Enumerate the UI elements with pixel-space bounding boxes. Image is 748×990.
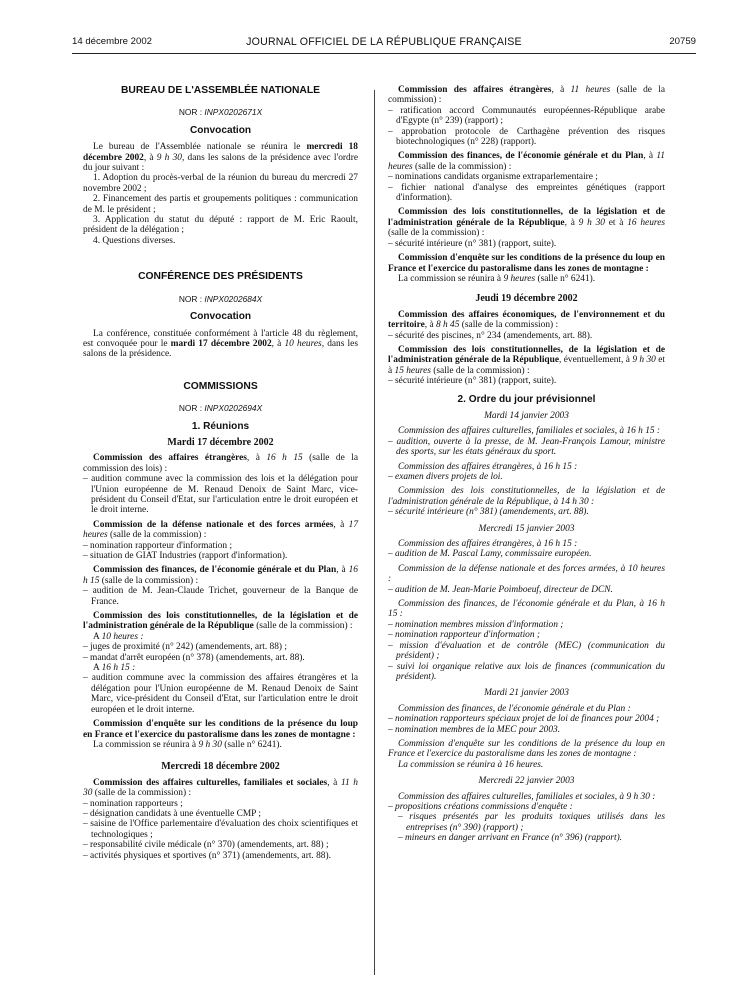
header-page-number: 20759	[669, 36, 696, 47]
text: , à	[643, 151, 657, 162]
committee: Commission des lois constitutionnelles, de la législation et de l'administration générale de la République	[388, 207, 665, 228]
p4-a-item: – propositions créations commissions d'enquête :	[388, 801, 573, 812]
committee: Commission des affaires étrangères	[93, 453, 247, 464]
column-divider	[374, 90, 375, 975]
c4-item: – mandat d'arrêt européen (n° 378) (amendements, art. 88).	[83, 652, 305, 663]
bureau-item-1: 1. Adoption du procès-verbal de la réunion du bureau du mercredi 27 novembre 2002 ;	[83, 173, 358, 194]
text: La commission se réunira à	[398, 273, 504, 284]
bureau-item-4: 4. Questions diverses.	[93, 235, 176, 246]
nor-code: INPX0202684X	[204, 293, 263, 304]
time: 11 heures	[570, 85, 611, 95]
text: La commission se réunira à	[93, 739, 199, 750]
text: (salle de la commission) :	[92, 788, 192, 799]
text: , à	[551, 85, 571, 95]
comm-subtitle: 1. Réunions	[191, 420, 250, 432]
committee: Commission des affaires économiques, de l'environnement et du territoire	[388, 309, 665, 331]
r1-item: – ratification accord Communautés européennes-République arabe d'Egypte (n° 239) (rapport) ;	[388, 105, 665, 127]
committee: Commission des lois constitutionnelles, de la législation et de l'administration générale de la République	[388, 344, 665, 366]
time: 11 heures	[388, 151, 665, 172]
p2-a: Commission des affaires étrangères, à 16 h 15 :	[398, 539, 578, 550]
c3-item: – audition de M. Jean-Claude Trichet, gouverneur de la Banque de France.	[83, 586, 358, 607]
bureau-nor	[83, 107, 358, 117]
bureau-title: BUREAU DE L'ASSEMBLÉE NATIONALE	[120, 85, 321, 96]
p2-c-item: – nomination membres mission d'information ;	[388, 619, 564, 630]
text: (salle n° 6241).	[221, 739, 282, 750]
p2-c-item: – mission d'évaluation et de contrôle (MEC) (communication du président) ;	[388, 640, 665, 662]
day-heading: Mercredi 22 janvier 2003	[478, 776, 575, 787]
r2-item: – nominations candidats organisme extraparlementaire ;	[388, 172, 598, 183]
text: , éventuellement, à	[559, 355, 633, 366]
time: 9 h 30	[156, 152, 182, 163]
time: 16 h 15	[266, 453, 303, 464]
text: (salle de la commission) :	[412, 161, 512, 172]
c4-item: – juges de proximité (n° 242) (amendements, art. 88) ;	[83, 642, 287, 653]
text: , dans les salons de la présidence.	[83, 338, 358, 360]
committee: Commission des finances, de l'économie générale et du Plan	[398, 151, 644, 162]
conf-nor	[83, 294, 358, 304]
text: (salle de la commission) :	[99, 575, 199, 586]
time: 9 h 30	[198, 739, 222, 750]
committee: Commission des finances, de l'économie générale et du Plan	[93, 565, 337, 576]
r2-item: – fichier national d'analyse des empreintes génétiques (rapport d'information).	[388, 182, 665, 204]
p1-a: Commission des affaires culturelles, familiales et sociales, à 16 h 15 :	[398, 426, 661, 437]
committee: Commission d'enquête sur les conditions de la présence du loup en France et l'exercice du pastoralisme dans les zones de montagne :	[388, 253, 665, 274]
bureau-subtitle: Convocation	[189, 124, 252, 136]
c6-item: – saisine de l'Office parlementaire d'évaluation des choix scientifiques et technologiques ;	[83, 819, 358, 840]
r3-item: – sécurité intérieure (n° 381) (rapport, suite).	[388, 238, 557, 249]
time: 15 heures	[394, 365, 431, 376]
time: 10 heures :	[101, 631, 144, 642]
time: 9 h 30	[632, 355, 656, 366]
date: mercredi 18 décembre 2002	[83, 142, 358, 163]
c2-item: – situation de GIAT Industries (rapport d'information).	[83, 551, 288, 561]
text: et à	[388, 355, 665, 376]
day-heading: Mardi 17 décembre 2002	[167, 436, 274, 448]
time: 17 heures	[83, 519, 358, 541]
p2-b: Commission de la défense nationale et des forces armées, à 10 heures :	[388, 563, 665, 585]
p3-a-item: – nomination rapporteurs spéciaux projet de loi de finances pour 2004 ;	[388, 714, 660, 725]
text: (salle de la commission) :	[107, 530, 207, 541]
conf-subtitle: Convocation	[189, 311, 252, 323]
c6-item: – nomination rapporteurs ;	[83, 798, 183, 809]
text: (salle de la commission des lois) :	[83, 453, 358, 474]
header-rule	[72, 53, 696, 54]
text: La conférence, constituée conformément à l'article 48 du règlement, est convoquée pour le	[83, 328, 358, 349]
r4-text	[388, 274, 665, 284]
nor-code: INPX0202694X	[204, 403, 263, 414]
text: A	[93, 663, 102, 674]
r1-heading	[388, 85, 665, 106]
text: , à	[333, 519, 349, 530]
text: (salle de la commission) :	[430, 365, 530, 376]
text: , à	[327, 777, 341, 788]
text: Le bureau de l'Assemblée nationale se réunira le	[93, 142, 307, 153]
c1-heading	[83, 453, 358, 474]
time: 8 h 45	[435, 320, 460, 331]
p1-a-item: – audition, ouverte à la presse, de M. Jean-François Lamour, ministre des sports, sur les états généraux du sport.	[388, 436, 665, 458]
r6-item: – sécurité intérieure (n° 381) (rapport, suite).	[388, 376, 557, 387]
p4-a-subitem: – risques présentés par les produits toxiques utilisés dans les entreprises (n° 390) (rapport) ;	[398, 812, 665, 833]
p2-c-item: – nomination rapporteur d'information ;	[388, 630, 541, 641]
header-title: JOURNAL OFFICIEL DE LA RÉPUBLIQUE FRANÇAISE	[246, 36, 522, 48]
bureau-item-2: 2. Financement des partis et groupements politiques : communication de M. le président ;	[83, 194, 358, 215]
text: , à	[564, 217, 579, 228]
nor-label: NOR :	[178, 293, 205, 304]
p4-a: Commission des affaires culturelles, familiales et sociales, à 9 h 30 :	[398, 791, 656, 802]
c6-heading	[83, 778, 358, 799]
comm-title: COMMISSIONS	[183, 380, 258, 392]
conf-title: CONFÉRENCE DES PRÉSIDENTS	[138, 271, 303, 283]
p3-a: Commission des finances, de l'économie générale et du Plan :	[398, 703, 631, 714]
r1-item: – approbation protocole de Carthagène prévention des risques biotechnologiques (n° 228) (rapport).	[388, 126, 665, 148]
p2-b-item: – audition de M. Jean-Marie Poimboeuf, directeur de DCN.	[388, 584, 613, 595]
conf-text	[83, 329, 358, 360]
text: (salle de la commission) :	[459, 320, 559, 331]
day-heading: Jeudi 19 décembre 2002	[475, 293, 578, 305]
c4-heading	[83, 611, 358, 632]
text: , à	[143, 152, 157, 163]
text: (salle n° 6241).	[535, 273, 596, 284]
p4-a-subitem: – mineurs en danger arrivant en France (n° 396) (rapport).	[398, 833, 623, 844]
header-date: 14 décembre 2002	[72, 36, 153, 47]
r6-heading	[388, 345, 665, 376]
text: , à	[424, 320, 436, 331]
date: mardi 17 décembre 2002	[170, 338, 272, 349]
r5-heading	[388, 310, 665, 331]
r5-item: – sécurité des piscines, n° 234 (amendements, art. 88).	[388, 330, 593, 341]
p3-a-item: – nomination membres de la MEC pour 2003.	[388, 724, 561, 735]
time: 10 heures	[284, 338, 322, 349]
c6-item: – désignation candidats à une éventuelle CMP ;	[83, 808, 261, 819]
nor-label: NOR :	[178, 107, 205, 118]
nor-label: NOR :	[178, 403, 205, 414]
text: , à	[336, 565, 349, 576]
c5-heading	[83, 719, 358, 740]
text: A	[93, 631, 102, 642]
p3-b-text: La commission se réunira à 16 heures.	[398, 759, 544, 770]
c6-item: – activités physiques et sportives (n° 371) (amendements, art. 88).	[83, 850, 331, 861]
text: , à	[246, 453, 267, 464]
time: 9 heures	[503, 273, 536, 284]
p1-c: Commission des lois constitutionnelles, de la législation et de l'administration générale de la République, à 14 h 30 :	[388, 486, 665, 507]
day-heading: Mercredi 15 janvier 2003	[478, 523, 575, 534]
comm-nor	[83, 403, 358, 413]
text: (salle de la commission) :	[388, 228, 485, 239]
p1-c-item: – sécurité intérieure (n° 381) (amendements, art. 88).	[388, 507, 589, 518]
committee: Commission d'enquête sur les conditions de la présence du loup en France et l'exercice du pastoralisme dans les zones de montagne :	[83, 719, 358, 740]
p2-a-item: – audition de M. Pascal Lamy, commissaire européen.	[388, 549, 592, 560]
c4-time-a	[83, 632, 358, 642]
time: 16 h 15 :	[101, 663, 136, 674]
p2-c-item: – suivi loi organique relative aux lois de finances (communication du président).	[388, 661, 665, 682]
ordre-du-jour-title: 2. Ordre du jour prévisionnel	[457, 393, 596, 405]
c1-item: – audition commune avec la commission des lois et la délégation pour l'Union européenne de M. Renaud Denoix de Saint Marc, vice-président du Conseil d'Etat, sur l'articulation entre le droit européen et le droit interne.	[83, 474, 358, 516]
right-column	[388, 85, 665, 844]
text: , à	[271, 338, 285, 349]
nor-code: INPX0202671X	[204, 107, 263, 118]
p3-b: Commission d'enquête sur les conditions de la présence du loup en France et l'exercice du pastoralisme dans les zones de montagne :	[388, 738, 665, 760]
p1-b: Commission des affaires étrangères, à 16 h 15 :	[398, 461, 578, 472]
p2-c: Commission des finances, de l'économie générale et du Plan, à 16 h 15 :	[388, 599, 665, 620]
bureau-intro	[83, 142, 358, 173]
day-heading: Mardi 21 janvier 2003	[484, 688, 569, 699]
time: 11 h 30	[83, 777, 358, 799]
c6-item: – responsabilité civile médicale (n° 370) (amendements, art. 88) ;	[83, 840, 329, 851]
time: 9 h 30	[578, 217, 605, 228]
r3-heading	[388, 207, 665, 238]
c3-heading	[83, 565, 358, 586]
c4-time-b	[83, 663, 358, 673]
c4-item: – audition commune avec la commission des affaires étrangères et la délégation pour l'Union européenne de M. Renaud Denoix de Saint Marc, vice-président du Conseil d'Etat, sur l'articulation entre le droit européen et le droit interne.	[83, 673, 358, 715]
committee: Commission des lois constitutionnelles, de la législation et de l'administration générale de la République	[83, 611, 358, 632]
left-column	[83, 86, 358, 861]
time: 16 h 15	[83, 565, 358, 586]
c5-text	[83, 740, 358, 750]
committee: Commission des affaires culturelles, familiales et sociales	[93, 777, 328, 788]
r4-heading	[388, 253, 665, 274]
text: (salle de la commission) :	[253, 621, 353, 632]
p1-b-item: – examen divers projets de loi.	[388, 472, 503, 482]
committee: Commission de la défense nationale et des forces armées	[93, 519, 334, 530]
text: , dans les salons de la présidence avec l'ordre du jour suivant :	[83, 152, 359, 174]
bureau-item-3: 3. Application du statut du député : rapport de M. Eric Raoult, président de la délégation ;	[83, 215, 358, 236]
c2-heading	[83, 520, 358, 541]
committee: Commission des affaires étrangères	[398, 85, 552, 95]
c2-item: – nomination rapporteur d'information ;	[83, 540, 233, 551]
text: (salle de la commission) :	[388, 85, 665, 106]
page-header	[72, 36, 696, 50]
text: et à	[604, 217, 628, 228]
time: 16 heures	[627, 217, 666, 228]
day-heading: Mardi 14 janvier 2003	[484, 410, 569, 421]
day-heading: Mercredi 18 décembre 2002	[161, 761, 280, 773]
r2-heading	[388, 151, 665, 172]
